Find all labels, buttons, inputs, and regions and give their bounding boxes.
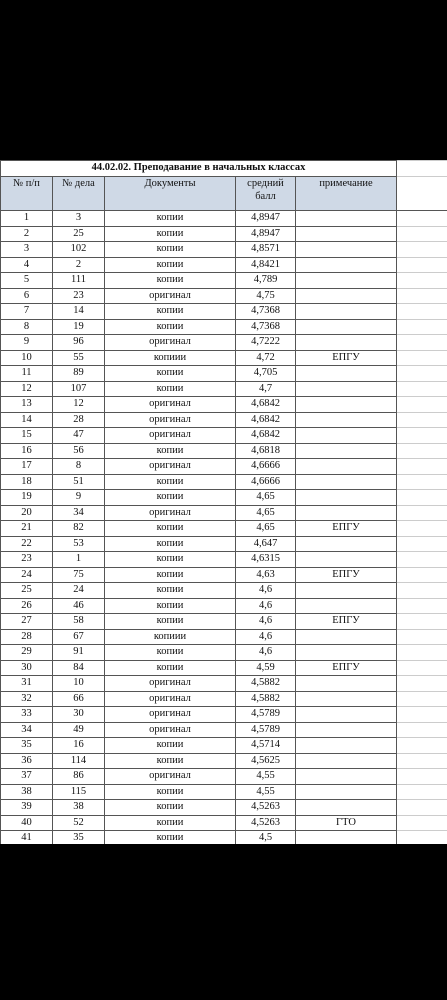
empty-cell [397, 614, 447, 630]
cell-note [296, 753, 397, 769]
cell-number: 2 [1, 226, 53, 242]
cell-note [296, 273, 397, 289]
table-title: 44.02.02. Преподавание в начальных классах [1, 161, 397, 177]
cell-number: 15 [1, 428, 53, 444]
cell-number: 20 [1, 505, 53, 521]
cell-number: 9 [1, 335, 53, 351]
cell-documents: копии [105, 738, 236, 754]
cell-case-number: 96 [53, 335, 105, 351]
cell-case-number: 55 [53, 350, 105, 366]
empty-cell [397, 474, 447, 490]
cell-note [296, 722, 397, 738]
table-row [1, 800, 447, 816]
cell-case-number: 19 [53, 319, 105, 335]
empty-cell [397, 177, 447, 211]
cell-average-score: 4,7 [236, 381, 296, 397]
empty-cell [397, 428, 447, 444]
empty-cell [397, 366, 447, 382]
cell-note [296, 552, 397, 568]
cell-case-number: 28 [53, 412, 105, 428]
cell-documents: оригинал [105, 505, 236, 521]
cell-number: 5 [1, 273, 53, 289]
cell-note [296, 505, 397, 521]
table-row [1, 645, 447, 661]
cell-documents: копии [105, 366, 236, 382]
cell-case-number: 58 [53, 614, 105, 630]
cell-case-number: 56 [53, 443, 105, 459]
table-row [1, 738, 447, 754]
cell-note [296, 474, 397, 490]
cell-average-score: 4,8571 [236, 242, 296, 258]
table-row [1, 831, 447, 845]
table-row [1, 753, 447, 769]
cell-number: 34 [1, 722, 53, 738]
table-row [1, 722, 447, 738]
cell-case-number: 30 [53, 707, 105, 723]
empty-cell [397, 815, 447, 831]
cell-average-score: 4,8947 [236, 211, 296, 227]
cell-case-number: 107 [53, 381, 105, 397]
cell-number: 3 [1, 242, 53, 258]
empty-cell [397, 521, 447, 537]
cell-documents: копии [105, 645, 236, 661]
empty-cell [397, 598, 447, 614]
cell-documents: копии [105, 800, 236, 816]
empty-cell [397, 288, 447, 304]
cell-documents: копиии [105, 350, 236, 366]
cell-average-score: 4,8421 [236, 257, 296, 273]
header-number: № п/п [1, 177, 53, 211]
cell-note: ЕПГУ [296, 521, 397, 537]
cell-case-number: 67 [53, 629, 105, 645]
cell-documents: копии [105, 226, 236, 242]
cell-note [296, 769, 397, 785]
cell-case-number: 52 [53, 815, 105, 831]
cell-average-score: 4,647 [236, 536, 296, 552]
empty-cell [397, 304, 447, 320]
empty-cell [397, 800, 447, 816]
empty-cell [397, 583, 447, 599]
empty-cell [397, 676, 447, 692]
cell-documents: копии [105, 660, 236, 676]
cell-case-number: 102 [53, 242, 105, 258]
table-row [1, 366, 447, 382]
cell-note: ГТО [296, 815, 397, 831]
table-row [1, 505, 447, 521]
cell-documents: копии [105, 583, 236, 599]
cell-number: 24 [1, 567, 53, 583]
cell-note [296, 490, 397, 506]
cell-number: 14 [1, 412, 53, 428]
cell-note: ЕПГУ [296, 660, 397, 676]
cell-case-number: 8 [53, 459, 105, 475]
cell-number: 35 [1, 738, 53, 754]
cell-case-number: 111 [53, 273, 105, 289]
cell-case-number: 115 [53, 784, 105, 800]
table-row [1, 428, 447, 444]
header-documents: Документы [105, 177, 236, 211]
cell-case-number: 14 [53, 304, 105, 320]
cell-note [296, 707, 397, 723]
empty-cell [397, 211, 447, 227]
cell-number: 31 [1, 676, 53, 692]
cell-documents: оригинал [105, 769, 236, 785]
cell-case-number: 2 [53, 257, 105, 273]
cell-case-number: 10 [53, 676, 105, 692]
cell-note [296, 831, 397, 845]
header-case-number: № дела [53, 177, 105, 211]
cell-number: 27 [1, 614, 53, 630]
cell-average-score: 4,6842 [236, 412, 296, 428]
empty-cell [397, 831, 447, 845]
cell-number: 18 [1, 474, 53, 490]
empty-cell [397, 753, 447, 769]
cell-number: 7 [1, 304, 53, 320]
table-row [1, 691, 447, 707]
table-row [1, 474, 447, 490]
empty-cell [397, 490, 447, 506]
cell-case-number: 75 [53, 567, 105, 583]
table-row [1, 397, 447, 413]
cell-documents: копии [105, 319, 236, 335]
cell-note [296, 335, 397, 351]
cell-average-score: 4,6 [236, 645, 296, 661]
cell-documents: оригинал [105, 412, 236, 428]
cell-case-number: 53 [53, 536, 105, 552]
empty-cell [397, 769, 447, 785]
cell-documents: копии [105, 242, 236, 258]
table-row [1, 490, 447, 506]
cell-case-number: 34 [53, 505, 105, 521]
cell-note [296, 738, 397, 754]
cell-number: 37 [1, 769, 53, 785]
table-row [1, 288, 447, 304]
cell-note [296, 691, 397, 707]
cell-documents: копии [105, 753, 236, 769]
cell-case-number: 1 [53, 552, 105, 568]
cell-note [296, 459, 397, 475]
cell-number: 17 [1, 459, 53, 475]
empty-cell [397, 629, 447, 645]
cell-note [296, 319, 397, 335]
cell-number: 40 [1, 815, 53, 831]
cell-number: 21 [1, 521, 53, 537]
cell-number: 41 [1, 831, 53, 845]
cell-average-score: 4,6 [236, 598, 296, 614]
cell-average-score: 4,705 [236, 366, 296, 382]
cell-number: 22 [1, 536, 53, 552]
cell-number: 25 [1, 583, 53, 599]
empty-cell [397, 738, 447, 754]
cell-average-score: 4,63 [236, 567, 296, 583]
cell-documents: оригинал [105, 397, 236, 413]
table-row [1, 676, 447, 692]
cell-case-number: 49 [53, 722, 105, 738]
table-row [1, 629, 447, 645]
cell-case-number: 114 [53, 753, 105, 769]
cell-average-score: 4,65 [236, 505, 296, 521]
cell-case-number: 9 [53, 490, 105, 506]
cell-number: 29 [1, 645, 53, 661]
cell-average-score: 4,72 [236, 350, 296, 366]
cell-case-number: 3 [53, 211, 105, 227]
cell-documents: оригинал [105, 676, 236, 692]
cell-documents: копии [105, 490, 236, 506]
empty-cell [397, 691, 447, 707]
table-row [1, 443, 447, 459]
table-row [1, 335, 447, 351]
cell-case-number: 23 [53, 288, 105, 304]
cell-number: 23 [1, 552, 53, 568]
cell-case-number: 82 [53, 521, 105, 537]
cell-note [296, 397, 397, 413]
cell-note [296, 443, 397, 459]
cell-case-number: 84 [53, 660, 105, 676]
cell-average-score: 4,5882 [236, 676, 296, 692]
empty-cell [397, 319, 447, 335]
table-row [1, 319, 447, 335]
cell-note: ЕПГУ [296, 614, 397, 630]
cell-documents: копии [105, 381, 236, 397]
cell-case-number: 47 [53, 428, 105, 444]
cell-average-score: 4,8947 [236, 226, 296, 242]
table-body [1, 211, 447, 845]
table-row [1, 614, 447, 630]
cell-number: 13 [1, 397, 53, 413]
cell-average-score: 4,789 [236, 273, 296, 289]
table-row [1, 536, 447, 552]
cell-average-score: 4,6842 [236, 428, 296, 444]
cell-average-score: 4,7222 [236, 335, 296, 351]
cell-documents: копиии [105, 629, 236, 645]
empty-cell [397, 567, 447, 583]
cell-documents: копии [105, 474, 236, 490]
table-row [1, 815, 447, 831]
empty-cell [397, 443, 447, 459]
table-row [1, 583, 447, 599]
cell-note [296, 381, 397, 397]
cell-note [296, 428, 397, 444]
cell-note [296, 257, 397, 273]
table-row [1, 567, 447, 583]
cell-documents: оригинал [105, 288, 236, 304]
header-note: примечание [296, 177, 397, 211]
table-row [1, 304, 447, 320]
empty-cell [397, 335, 447, 351]
cell-number: 19 [1, 490, 53, 506]
cell-number: 39 [1, 800, 53, 816]
cell-note [296, 784, 397, 800]
cell-average-score: 4,6 [236, 614, 296, 630]
cell-note [296, 304, 397, 320]
table-row [1, 211, 447, 227]
table-row [1, 381, 447, 397]
cell-average-score: 4,6315 [236, 552, 296, 568]
cell-number: 12 [1, 381, 53, 397]
empty-cell [397, 660, 447, 676]
cell-average-score: 4,5263 [236, 815, 296, 831]
cell-average-score: 4,65 [236, 490, 296, 506]
cell-average-score: 4,7368 [236, 304, 296, 320]
table-row [1, 242, 447, 258]
cell-average-score: 4,5625 [236, 753, 296, 769]
cell-average-score: 4,6842 [236, 397, 296, 413]
empty-cell [397, 412, 447, 428]
cell-average-score: 4,6 [236, 583, 296, 599]
cell-case-number: 25 [53, 226, 105, 242]
cell-documents: копии [105, 211, 236, 227]
cell-number: 8 [1, 319, 53, 335]
cell-documents: оригинал [105, 335, 236, 351]
cell-average-score: 4,6818 [236, 443, 296, 459]
table-row [1, 769, 447, 785]
cell-case-number: 16 [53, 738, 105, 754]
cell-documents: оригинал [105, 691, 236, 707]
cell-note [296, 800, 397, 816]
empty-cell [397, 242, 447, 258]
cell-documents: копии [105, 567, 236, 583]
table-row [1, 521, 447, 537]
cell-case-number: 24 [53, 583, 105, 599]
cell-case-number: 86 [53, 769, 105, 785]
cell-documents: копии [105, 614, 236, 630]
empty-cell [397, 397, 447, 413]
table-row [1, 707, 447, 723]
cell-documents: копии [105, 273, 236, 289]
cell-number: 10 [1, 350, 53, 366]
cell-number: 6 [1, 288, 53, 304]
empty-cell [397, 459, 447, 475]
table-row [1, 459, 447, 475]
cell-documents: копии [105, 257, 236, 273]
cell-documents: копии [105, 784, 236, 800]
cell-note [296, 536, 397, 552]
cell-average-score: 4,6 [236, 629, 296, 645]
cell-note [296, 629, 397, 645]
cell-documents: оригинал [105, 722, 236, 738]
cell-average-score: 4,5714 [236, 738, 296, 754]
table-row [1, 412, 447, 428]
cell-documents: копии [105, 443, 236, 459]
cell-note: ЕПГУ [296, 567, 397, 583]
cell-case-number: 38 [53, 800, 105, 816]
cell-case-number: 46 [53, 598, 105, 614]
cell-documents: копии [105, 552, 236, 568]
empty-cell [397, 722, 447, 738]
cell-number: 30 [1, 660, 53, 676]
cell-number: 11 [1, 366, 53, 382]
cell-documents: копии [105, 536, 236, 552]
cell-number: 28 [1, 629, 53, 645]
cell-average-score: 4,75 [236, 288, 296, 304]
cell-number: 26 [1, 598, 53, 614]
cell-note [296, 288, 397, 304]
empty-cell [397, 161, 447, 177]
cell-number: 16 [1, 443, 53, 459]
cell-average-score: 4,6666 [236, 459, 296, 475]
cell-number: 38 [1, 784, 53, 800]
cell-number: 33 [1, 707, 53, 723]
empty-cell [397, 350, 447, 366]
cell-number: 4 [1, 257, 53, 273]
cell-average-score: 4,6666 [236, 474, 296, 490]
empty-cell [397, 226, 447, 242]
cell-documents: оригинал [105, 707, 236, 723]
header-average-score: средний балл [236, 177, 296, 211]
table-row [1, 257, 447, 273]
empty-cell [397, 645, 447, 661]
cell-average-score: 4,55 [236, 784, 296, 800]
cell-average-score: 4,5882 [236, 691, 296, 707]
cell-average-score: 4,59 [236, 660, 296, 676]
cell-number: 32 [1, 691, 53, 707]
cell-number: 36 [1, 753, 53, 769]
cell-documents: копии [105, 598, 236, 614]
cell-average-score: 4,5263 [236, 800, 296, 816]
empty-cell [397, 784, 447, 800]
cell-documents: оригинал [105, 459, 236, 475]
cell-note: ЕПГУ [296, 350, 397, 366]
empty-cell [397, 273, 447, 289]
cell-case-number: 89 [53, 366, 105, 382]
cell-note [296, 226, 397, 242]
cell-number: 1 [1, 211, 53, 227]
table-row [1, 273, 447, 289]
cell-average-score: 4,5789 [236, 707, 296, 723]
cell-case-number: 66 [53, 691, 105, 707]
table-row [1, 552, 447, 568]
applicants-table [0, 160, 447, 844]
cell-note [296, 211, 397, 227]
cell-note [296, 366, 397, 382]
empty-cell [397, 505, 447, 521]
empty-cell [397, 536, 447, 552]
table-row [1, 784, 447, 800]
empty-cell [397, 707, 447, 723]
cell-average-score: 4,55 [236, 769, 296, 785]
cell-average-score: 4,7368 [236, 319, 296, 335]
table-row [1, 598, 447, 614]
empty-cell [397, 552, 447, 568]
cell-note [296, 598, 397, 614]
cell-note [296, 645, 397, 661]
table-row [1, 226, 447, 242]
cell-note [296, 676, 397, 692]
table-row [1, 660, 447, 676]
cell-documents: оригинал [105, 428, 236, 444]
cell-average-score: 4,5 [236, 831, 296, 845]
cell-documents: копии [105, 521, 236, 537]
cell-documents: копии [105, 831, 236, 845]
cell-average-score: 4,65 [236, 521, 296, 537]
cell-case-number: 51 [53, 474, 105, 490]
cell-documents: копии [105, 304, 236, 320]
cell-average-score: 4,5789 [236, 722, 296, 738]
cell-note [296, 412, 397, 428]
empty-cell [397, 381, 447, 397]
cell-note [296, 242, 397, 258]
cell-note [296, 583, 397, 599]
cell-case-number: 91 [53, 645, 105, 661]
cell-case-number: 12 [53, 397, 105, 413]
cell-case-number: 35 [53, 831, 105, 845]
cell-documents: копии [105, 815, 236, 831]
empty-cell [397, 257, 447, 273]
table-row [1, 350, 447, 366]
spreadsheet-page [0, 160, 447, 844]
